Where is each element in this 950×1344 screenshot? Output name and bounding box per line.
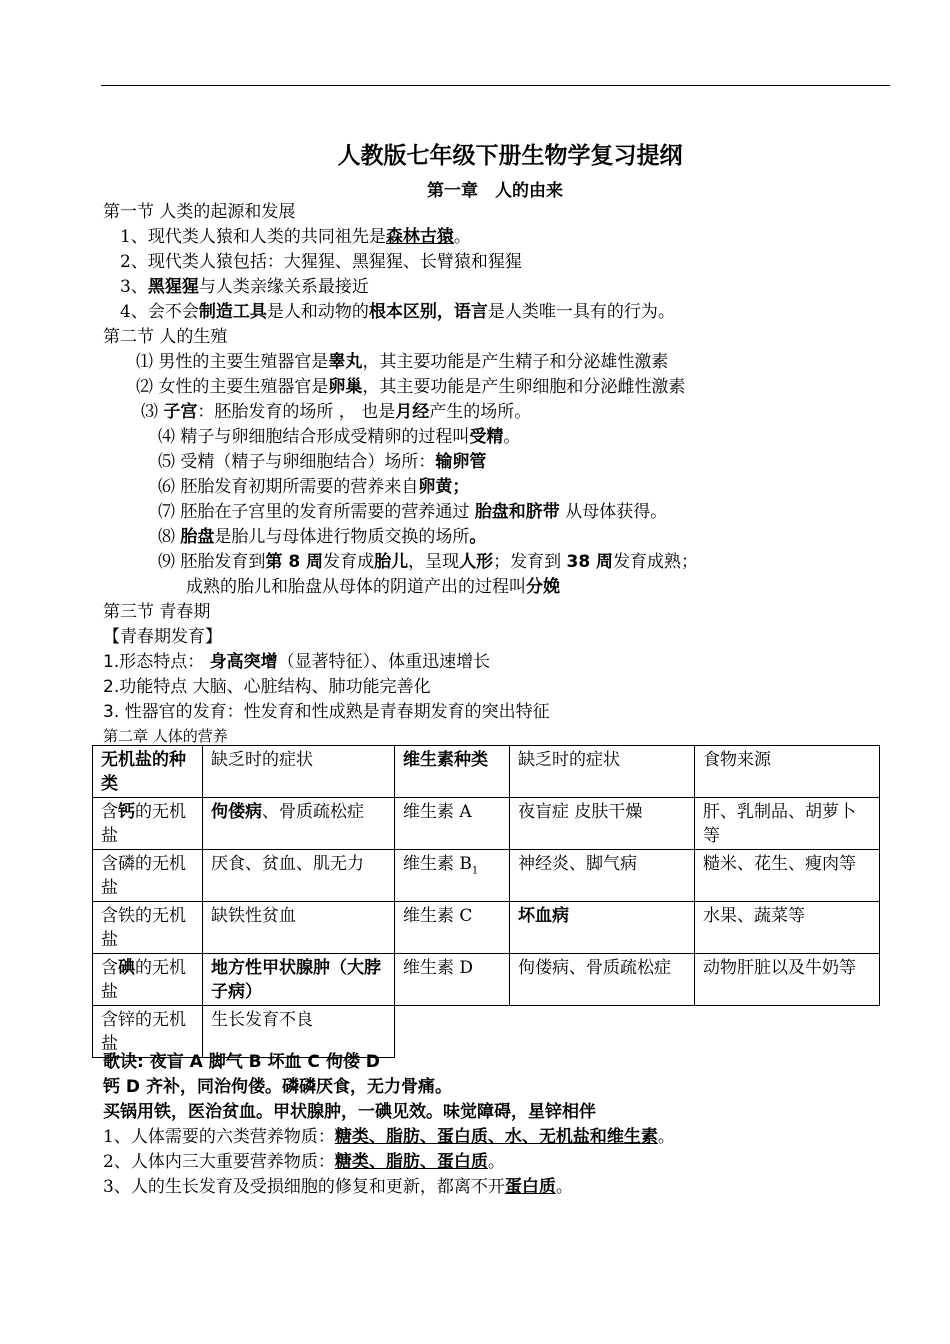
table-header-cell: 缺乏时的症状 (510, 746, 695, 798)
s2-point4: ⑷ 精子与卵细胞结合形成受精卵的过程叫受精。 (158, 427, 521, 447)
section3-heading: 第三节 青春期 (103, 602, 211, 622)
table-empty-cell (695, 1006, 880, 1058)
table-cell: 佝偻病、骨质疏松症 (510, 954, 695, 1006)
table-header-row (93, 746, 880, 798)
table-cell: 佝偻病、骨质疏松症 (203, 798, 395, 850)
table-cell: 维生素 A (395, 798, 510, 850)
table-header-cell: 无机盐的种类 (93, 746, 203, 798)
s3-line2: 2.功能特点 大脑、心脏结构、肺功能完善化 (103, 677, 431, 697)
table-row (93, 850, 880, 902)
s2-point10: 成熟的胎儿和胎盘从母体的阴道产出的过程叫分娩 (186, 577, 560, 597)
table-cell: 含铁的无机盐 (93, 902, 203, 954)
s1-item4: 4、会不会制造工具是人和动物的根本区别，语言是人类唯一具有的行为。 (120, 302, 675, 322)
s2-point1: ⑴ 男性的主要生殖器官是睾丸，其主要功能是产生精子和分泌雄性激素 (136, 352, 669, 372)
mnemonic-line2: 钙 D 齐补，同治佝偻。磷磷厌食，无力骨痛。 (103, 1077, 452, 1097)
table-cell: 地方性甲状腺肿（大脖子病） (203, 954, 395, 1006)
table-cell: 维生素 $B_1$ (395, 850, 510, 902)
table-cell: 含锌的无机盐 (93, 1006, 203, 1058)
s1-item2: 2、现代类人猿包括：大猩猩、黑猩猩、长臂猿和猩猩 (120, 252, 522, 272)
table-cell: 维生素 C (395, 902, 510, 954)
table-cell: 神经炎、脚气病 (510, 850, 695, 902)
chapter2-title: 第二章 人体的营养 (103, 727, 228, 745)
table-cell: 生长发育不良 (203, 1006, 395, 1058)
s2-point5: ⑸ 受精（精子与卵细胞结合）场所：输卵管 (158, 452, 487, 472)
s2-point9: ⑼ 胚胎发育到第 8 周发育成胎儿，呈现人形；发育到 38 周发育成熟； (158, 552, 699, 572)
nutrition-note1: 1、人体需要的六类营养物质：糖类、脂肪、蛋白质、水、无机盐和维生素。 (103, 1127, 675, 1147)
s2-point2: ⑵ 女性的主要生殖器官是卵巢，其主要功能是产生卵细胞和分泌雌性激素 (136, 377, 686, 397)
s2-point6: ⑹ 胚胎发育初期所需要的营养来自卵黄； (158, 477, 470, 497)
table-cell: 坏血病 (510, 902, 695, 954)
table-row (93, 1006, 880, 1058)
table-cell: 肝、乳制品、胡萝卜等 (695, 798, 880, 850)
s3-line1: 1.形态特点： 身高突增（显著特征）、体重迅速增长 (103, 652, 491, 672)
nutrition-note2: 2、人体内三大重要营养物质：糖类、脂肪、蛋白质。 (103, 1152, 505, 1172)
table-empty-cell (395, 1006, 510, 1058)
table-cell: 含磷的无机盐 (93, 850, 203, 902)
table-row (93, 798, 880, 850)
s3-subheading: 【青春期发育】 (103, 627, 222, 647)
s1-item3: 3、黑猩猩与人类亲缘关系最接近 (120, 277, 369, 297)
table-cell: 厌食、贫血、肌无力 (203, 850, 395, 902)
nutrition-table (92, 745, 880, 1058)
table-cell: 糙米、花生、瘦肉等 (695, 850, 880, 902)
s2-point7: ⑺ 胚胎在子宫里的发育所需要的营养通过 胎盘和脐带 从母体获得。 (158, 502, 668, 522)
mnemonic-line3: 买锅用铁，医治贫血。甲状腺肿，一碘见效。味觉障碍，星锌相伴 (103, 1102, 596, 1122)
table-cell: 含钙的无机盐 (93, 798, 203, 850)
table-cell: 维生素 D (395, 954, 510, 1006)
s3-line3: 3. 性器官的发育：性发育和性成熟是青春期发育的突出特征 (103, 702, 550, 722)
chapter1-title: 第一章 人的由来 (427, 181, 563, 201)
table-cell: 水果、蔬菜等 (695, 902, 880, 954)
table-cell: 缺铁性贫血 (203, 902, 395, 954)
page-title: 人教版七年级下册生物学复习提纲 (337, 143, 683, 169)
s1-item1: 1、现代类人猿和人类的共同祖先是森林古猿。 (120, 227, 471, 247)
table-cell: 动物肝脏以及牛奶等 (695, 954, 880, 1006)
nutrition-note3: 3、人的生长发育及受损细胞的修复和更新，都离不开蛋白质。 (103, 1177, 573, 1197)
mnemonic-line1: 歌诀: 夜盲 A 脚气 B 坏血 C 佝偻 D (103, 1052, 380, 1072)
section2-heading: 第二节 人的生殖 (103, 327, 228, 347)
table-row (93, 954, 880, 1006)
table-cell: 夜盲症 皮肤干燥 (510, 798, 695, 850)
table-cell: 含碘的无机盐 (93, 954, 203, 1006)
table-header-cell: 缺乏时的症状 (203, 746, 395, 798)
table-empty-cell (510, 1006, 695, 1058)
table-header-cell: 食物来源 (695, 746, 880, 798)
s2-point3: ⑶ 子宫：胚胎发育的场所 ， 也是月经产生的场所。 (141, 402, 532, 422)
s2-point8: ⑻ 胎盘是胎儿与母体进行物质交换的场所。 (158, 527, 487, 547)
header-rule (101, 85, 890, 86)
section1-heading: 第一节 人类的起源和发展 (103, 202, 296, 222)
table-row (93, 902, 880, 954)
table-header-cell: 维生素种类 (395, 746, 510, 798)
